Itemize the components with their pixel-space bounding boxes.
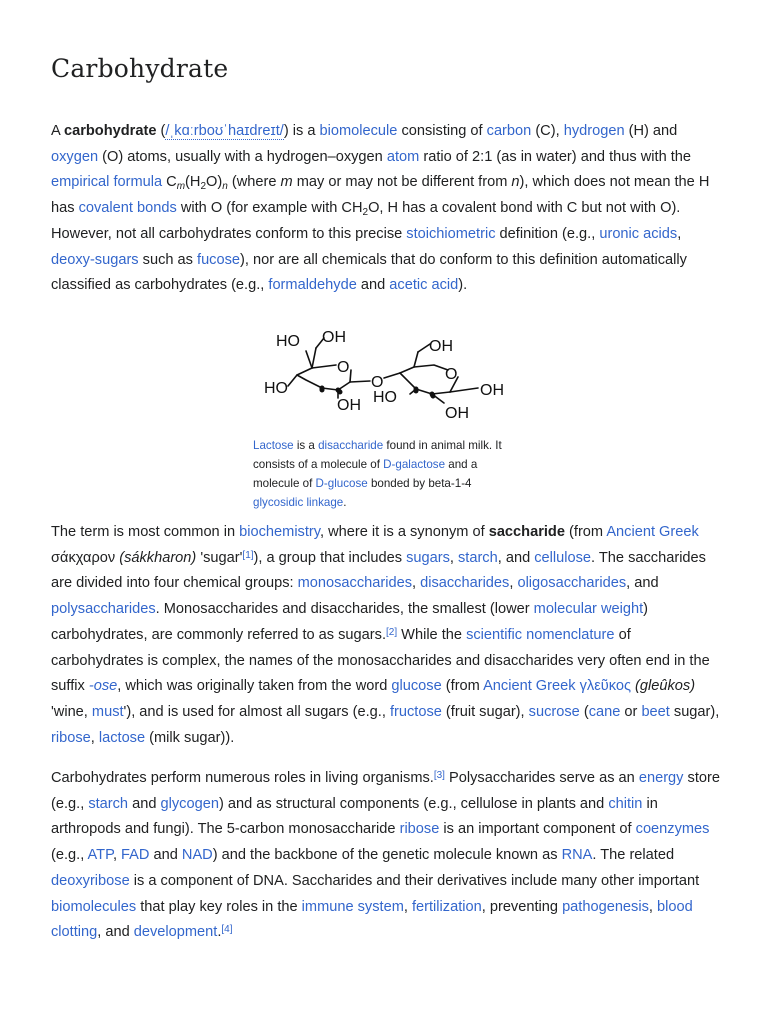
- atom-label: HO: [373, 389, 397, 406]
- text: , and: [97, 924, 134, 941]
- link-carbon[interactable]: carbon: [486, 123, 532, 139]
- link-formaldehyde[interactable]: formaldehyde: [268, 277, 357, 294]
- link-disaccharides[interactable]: disaccharides: [420, 575, 510, 592]
- lactose-structure-image[interactable]: [252, 320, 514, 430]
- link-immune-system[interactable]: immune system: [301, 898, 404, 915]
- text: O): [206, 174, 223, 191]
- atom-label: O: [337, 359, 350, 376]
- text: ,: [509, 575, 518, 592]
- text: (where: [227, 174, 281, 191]
- link-development[interactable]: development: [133, 924, 218, 941]
- text: ,: [112, 847, 122, 864]
- intro-paragraph: [51, 119, 723, 299]
- text: store (e.g.,: [51, 770, 720, 812]
- text: and: [356, 277, 390, 294]
- link-molecular-weight[interactable]: molecular weight: [533, 601, 644, 618]
- text: ).: [458, 277, 468, 294]
- text: 'sugar': [196, 549, 243, 566]
- link-uronic-acids[interactable]: uronic acids: [599, 225, 678, 242]
- text: ,: [449, 549, 458, 566]
- link-blood-clotting[interactable]: blood clotting: [51, 898, 693, 941]
- link-atp[interactable]: ATP: [87, 847, 113, 864]
- link-deoxyribose[interactable]: deoxyribose: [51, 872, 130, 889]
- link-glucose[interactable]: glucose: [391, 678, 442, 695]
- atom-label: OH: [337, 397, 361, 414]
- link-glycogen[interactable]: glycogen: [160, 795, 219, 812]
- link-acetic-acid[interactable]: acetic acid: [389, 277, 459, 294]
- atom-label: HO: [276, 333, 300, 350]
- text: definition (e.g.,: [495, 225, 600, 242]
- text: C: [162, 174, 177, 191]
- text: and: [149, 847, 182, 864]
- bold-term: saccharide: [488, 524, 565, 540]
- link-d-glucose[interactable]: D-glucose: [315, 477, 368, 490]
- text: with O (for example with CH: [176, 200, 363, 217]
- text: ,: [648, 898, 657, 915]
- link-covalent-bonds[interactable]: covalent bonds: [78, 200, 177, 217]
- text: found in animal milk. It consists of a molecule of: [253, 439, 502, 471]
- text: may or may not be different from: [292, 174, 512, 191]
- atom-label: O: [445, 366, 458, 383]
- text: (fruit sugar),: [441, 703, 529, 720]
- text: ,: [412, 575, 421, 592]
- text: The term is most common in: [51, 524, 240, 540]
- link-chitin[interactable]: chitin: [608, 795, 643, 812]
- link-biochemistry[interactable]: biochemistry: [239, 524, 320, 540]
- link-pathogenesis[interactable]: pathogenesis: [562, 898, 649, 915]
- roles-paragraph: [51, 766, 723, 946]
- atom-label: O: [371, 374, 384, 391]
- text: Carbohydrates perform numerous roles in living organisms.: [51, 770, 434, 786]
- text: .: [217, 924, 222, 941]
- text: , and: [626, 575, 659, 592]
- lactose-figure: [252, 320, 514, 430]
- link-ose-suffix[interactable]: -ose: [88, 678, 118, 695]
- link-empirical-formula[interactable]: empirical formula: [51, 174, 163, 191]
- link-ribose[interactable]: ribose: [51, 729, 91, 746]
- text: and a molecule of: [253, 458, 478, 490]
- link-sucrose[interactable]: sucrose: [528, 703, 580, 720]
- link-fructose[interactable]: fructose: [389, 703, 442, 720]
- text: in arthropods and fungi). The 5-carbon monosaccharide: [51, 795, 658, 838]
- link-oxygen[interactable]: oxygen: [51, 148, 99, 165]
- text: such as: [138, 251, 198, 268]
- italic: (sákkharon): [119, 549, 197, 566]
- link-must[interactable]: must: [91, 703, 124, 720]
- text: ), which does not mean the H has: [51, 174, 710, 217]
- link-starch[interactable]: starch: [457, 549, 498, 566]
- text: ,: [90, 729, 99, 746]
- text: ) is a: [283, 123, 320, 139]
- link-cane[interactable]: cane: [588, 703, 621, 720]
- text: . The related: [592, 847, 675, 864]
- atom-label: HO: [264, 380, 288, 397]
- text: A: [51, 123, 64, 139]
- link-deoxy-sugars[interactable]: deoxy-sugars: [51, 251, 139, 268]
- text: is a: [293, 439, 319, 452]
- link-fad[interactable]: FAD: [121, 847, 150, 864]
- reference-4[interactable]: [4]: [221, 924, 233, 936]
- link-glycosidic-linkage[interactable]: glycosidic linkage: [253, 496, 344, 509]
- text: or: [620, 703, 642, 720]
- text: , and: [497, 549, 535, 566]
- atom-label: OH: [445, 405, 469, 422]
- atom-label: OH: [429, 338, 453, 355]
- text: ), nor are all chemicals that do conform to this definition automatically classified as carbohydrates (e.g.,: [51, 251, 687, 294]
- text: ), a group that includes: [253, 549, 407, 566]
- link-biomolecules[interactable]: biomolecules: [51, 898, 137, 915]
- terminology-paragraph: [51, 520, 723, 751]
- reference-2[interactable]: [2]: [386, 626, 398, 638]
- link-scientific-nomenclature[interactable]: scientific nomenclature: [466, 626, 615, 643]
- pronunciation-link[interactable]: /ˌkɑːrboʊˈhaɪdreɪt/: [165, 123, 284, 139]
- link-monosaccharides[interactable]: monosaccharides: [297, 575, 412, 592]
- text: of carbohydrates is complex, the names of the monosaccharides and disaccharides very often end in the suffix: [51, 626, 710, 695]
- text: (from: [564, 524, 607, 540]
- text: While the: [397, 626, 467, 643]
- text: bonded by beta-1-4: [367, 477, 472, 490]
- link-starch[interactable]: starch: [88, 795, 129, 812]
- link-lactose[interactable]: Lactose: [253, 439, 294, 452]
- text: (H) and: [624, 123, 678, 139]
- italic: (gleûkos): [635, 678, 696, 695]
- link-ancient-greek[interactable]: Ancient Greek: [606, 524, 699, 540]
- italic: n: [511, 174, 520, 191]
- text: (: [579, 703, 589, 720]
- link-sugars[interactable]: sugars: [406, 549, 450, 566]
- text: ) carbohydrates, are commonly referred to as sugars.: [51, 601, 649, 643]
- link-beet[interactable]: beet: [641, 703, 670, 720]
- text: 'wine,: [51, 703, 92, 720]
- link-lactose[interactable]: lactose: [98, 729, 146, 746]
- text: O, H has a covalent bond with C but not with O). However, not all carbohydrates conform to this precise: [51, 200, 681, 242]
- link-atom[interactable]: atom: [386, 148, 420, 165]
- text: .: [343, 496, 347, 509]
- link-hydrogen[interactable]: hydrogen: [563, 123, 625, 139]
- text: (from: [441, 678, 484, 695]
- link-stoichiometric[interactable]: stoichiometric: [406, 225, 496, 242]
- link-polysaccharides[interactable]: polysaccharides: [51, 601, 156, 618]
- text: (C),: [531, 123, 564, 139]
- text: is a component of DNA. Saccharides and their derivatives include many other important: [129, 872, 700, 889]
- atom-label: OH: [480, 382, 504, 399]
- link-ancient-greek[interactable]: Ancient Greek: [483, 678, 576, 695]
- text: that play key roles in the: [136, 898, 302, 915]
- text: '), and is used for almost all sugars (e.g.,: [123, 703, 390, 720]
- text: . The saccharides are divided into four chemical groups:: [51, 549, 706, 592]
- text: , where it is a synonym of: [319, 524, 489, 540]
- text: ) and the backbone of the genetic molecule known as: [212, 847, 562, 864]
- text: , preventing: [481, 898, 563, 915]
- link-ribose[interactable]: ribose: [399, 821, 440, 838]
- link-rna[interactable]: RNA: [561, 847, 593, 864]
- link-d-galactose[interactable]: D-galactose: [383, 458, 446, 471]
- text: (: [156, 123, 166, 139]
- link-nad[interactable]: NAD: [181, 847, 213, 864]
- text: (milk sugar)).: [145, 729, 235, 746]
- text: and: [128, 795, 161, 812]
- link-fertilization[interactable]: fertilization: [411, 898, 482, 915]
- page-title: Carbohydrate: [51, 54, 229, 83]
- text: ratio of 2:1 (as in water) and thus with the: [419, 148, 692, 165]
- link-fucose[interactable]: fucose: [197, 251, 241, 268]
- text: (H: [185, 174, 201, 191]
- reference-1[interactable]: [1]: [242, 549, 254, 561]
- text: sugar),: [669, 703, 720, 720]
- italic: m: [280, 174, 293, 191]
- text: (O) atoms, usually with a hydrogen–oxygen: [98, 148, 387, 165]
- subscript: n: [222, 181, 228, 193]
- text: σάκχαρον: [51, 549, 120, 566]
- text: is an important component of: [439, 821, 636, 838]
- subscript: 2: [362, 207, 369, 219]
- subscript: 2: [200, 181, 207, 193]
- text: consisting of: [397, 123, 487, 139]
- link-oligosaccharides[interactable]: oligosaccharides: [517, 575, 627, 592]
- link-disaccharide[interactable]: disaccharide: [318, 439, 384, 452]
- subscript: m: [176, 181, 186, 193]
- link-biomolecule[interactable]: biomolecule: [319, 123, 398, 139]
- figure-caption: [253, 436, 515, 512]
- link-coenzymes[interactable]: coenzymes: [635, 821, 710, 838]
- text: ) and as structural components (e.g., cellulose in plants and: [218, 795, 609, 812]
- link-energy[interactable]: energy: [638, 770, 684, 786]
- bold-term: carbohydrate: [63, 123, 157, 139]
- reference-3[interactable]: [3]: [433, 770, 445, 781]
- text: ,: [403, 898, 412, 915]
- link-gleukos[interactable]: γλεῦκος: [579, 678, 631, 695]
- link-cellulose[interactable]: cellulose: [534, 549, 592, 566]
- text: , which was originally taken from the word: [117, 678, 392, 695]
- text: (e.g.,: [51, 847, 88, 864]
- text: . Monosaccharides and disaccharides, the smallest (lower: [155, 601, 534, 618]
- text: Polysaccharides serve as an: [444, 770, 639, 786]
- text: ,: [677, 225, 682, 242]
- atom-label: OH: [322, 329, 346, 346]
